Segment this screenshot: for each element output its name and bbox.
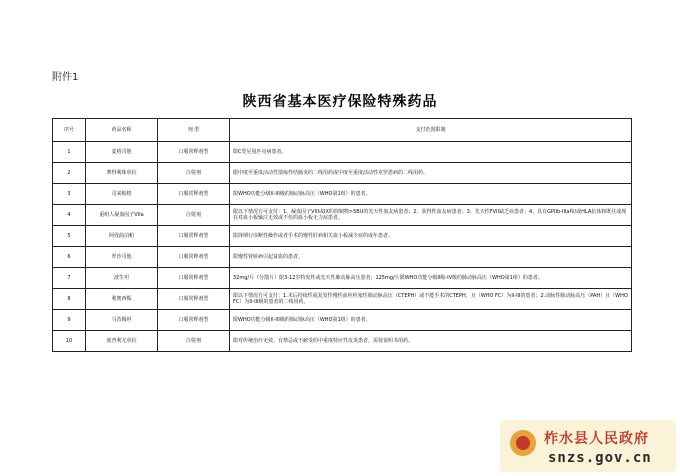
row-no: 4 [53, 205, 86, 226]
row-drug-name: 度普利尤单抗 [86, 331, 158, 352]
row-no: 7 [53, 268, 86, 289]
row-dosage-form: 注射剂 [158, 205, 230, 226]
annex-label: 附件1 [52, 72, 79, 83]
row-no: 8 [53, 289, 86, 310]
row-no: 1 [53, 142, 86, 163]
table-row [53, 184, 632, 205]
row-payment-scope: 32mg/片（分散片）限3-12岁特发性或先天性肺动脉高压患者；125mg/片限WHO功能分级II级-IV级的肺动脉高压（WHO第1组）的患者。 [230, 268, 632, 289]
row-payment-scope: 限WHO功能分级II-III级的肺动脉高压（WHO第1组）的患者。 [230, 184, 632, 205]
page-title: 陕西省基本医疗保险特殊药品 [242, 94, 438, 110]
government-emblem-icon [510, 430, 536, 456]
row-no: 3 [53, 184, 86, 205]
row-no: 9 [53, 310, 86, 331]
row-drug-name: 阿伐曲泊帕 [86, 226, 158, 247]
row-drug-name: 麦格司他 [86, 142, 158, 163]
row-payment-scope: 限慢性肾脏病引起贫血的患者。 [230, 247, 632, 268]
table-row [53, 226, 632, 247]
row-no: 2 [53, 163, 86, 184]
row-drug-name: 罗沙司他 [86, 247, 158, 268]
row-dosage-form: 注射剂 [158, 163, 230, 184]
row-dosage-form: 口服常释剂型 [158, 184, 230, 205]
row-payment-scope: 限对传统治疗无效、有禁忌或不耐受的中重度特应性皮炎患者，需按说明书用药。 [230, 331, 632, 352]
row-dosage-form: 口服常释剂型 [158, 310, 230, 331]
table-row [53, 163, 632, 184]
row-dosage-form: 口服常释剂型 [158, 226, 230, 247]
row-drug-name: 重组人凝血因子VIIa [86, 205, 158, 226]
table-row [53, 331, 632, 352]
table-row [53, 268, 632, 289]
header-dosage-form: 剂 型 [158, 119, 230, 142]
row-no: 5 [53, 226, 86, 247]
header-no: 序号 [53, 119, 86, 142]
site-watermark [500, 420, 676, 472]
table-row [53, 142, 632, 163]
row-payment-scope: 限中度至重度活动性溃疡性结肠炎的二线用药或中度至重度活动性克罗恩病的二线用药。 [230, 163, 632, 184]
row-payment-scope: 限WHO功能分级II-III级的肺动脉高压（WHO第1组）的患者。 [230, 310, 632, 331]
row-dosage-form: 口服常释剂型 [158, 268, 230, 289]
table-header-row [53, 119, 632, 142]
row-no: 10 [53, 331, 86, 352]
row-dosage-form: 口服常释剂型 [158, 142, 230, 163]
row-dosage-form: 口服常释剂型 [158, 247, 230, 268]
watermark-site-name: 柞水县人民政府 [544, 431, 649, 447]
row-payment-scope: 限以下情况方可支付：1、凝血因子VIII或IX的抑制物>5BU的先天性血友病患者；2、获得性血友病患者；3、先天性FVII缺乏症患者；4、具有GPIIb-IIIa和/或HLA抗体和既往或现在对血小板输注无效或不佳的血小板无力症患者。 [230, 205, 632, 226]
watermark-url: snzs.gov.cn [548, 450, 652, 466]
row-drug-name: 利奥西呱 [86, 289, 158, 310]
header-payment-scope: 支付范围限制 [230, 119, 632, 142]
row-no: 6 [53, 247, 86, 268]
row-drug-name: 赛得利珠单抗 [86, 163, 158, 184]
table-row [53, 289, 632, 310]
drug-table [52, 118, 632, 352]
table-row [53, 205, 632, 226]
row-drug-name: 波生坦 [86, 268, 158, 289]
row-drug-name: 马昔腾坦 [86, 310, 158, 331]
header-drug-name: 药品名称 [86, 119, 158, 142]
table-row [53, 247, 632, 268]
table-row [53, 310, 632, 331]
row-dosage-form: 注射剂 [158, 331, 230, 352]
row-payment-scope: 限择期行诊断性操作或者手术的慢性肝病相关血小板减少症的成年患者。 [230, 226, 632, 247]
row-dosage-form: 口服常释剂型 [158, 289, 230, 310]
row-payment-scope: 限以下情况方可支付：1.术后持续性或复发性慢性血栓栓塞性肺动脉高压（CTEPH）或不能手术的CTEPH，且（WHO FC）为II-III的患者；2.动脉性肺动脉高压（PAH）且（WHO FC）为II-III级的患者的二线用药。 [230, 289, 632, 310]
row-drug-name: 司来帕格 [86, 184, 158, 205]
row-payment-scope: 限C型尼曼匹克病患者。 [230, 142, 632, 163]
